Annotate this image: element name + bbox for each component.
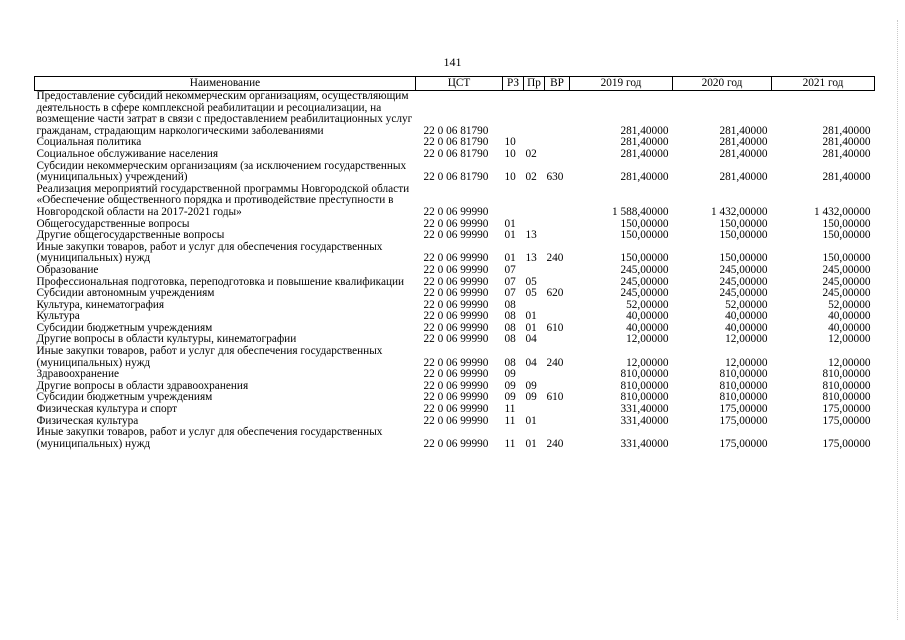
cell-vr — [545, 334, 570, 346]
cell-cst: 22 0 06 99990 — [423, 391, 489, 404]
cell-name: Субсидии некоммерческим организациям (за исключением государственных (муниципальных) учреждений) — [36, 159, 407, 184]
cell-rz: 10 — [504, 171, 516, 184]
cell-cst: 22 0 06 99990 — [423, 217, 489, 230]
table-row — [35, 404, 875, 416]
cell-pr: 05 — [525, 275, 537, 288]
cell-name: Профессиональная подготовка, переподготовка и повышение квалификации — [36, 275, 405, 288]
cell-vr: 240 — [546, 252, 564, 265]
cell-pr: 01 — [525, 414, 537, 427]
cell-name: Другие вопросы в области культуры, кинематографии — [36, 333, 297, 346]
cell-name: Иные закупки товаров, работ и услуг для обеспечения государственных (муниципальных) нужд — [36, 426, 383, 450]
cell-rz: 10 — [504, 136, 516, 149]
cell-rz: 08 — [504, 310, 516, 323]
cell-rz: 09 — [504, 368, 516, 381]
cell-cst: 22 0 06 99990 — [423, 205, 489, 218]
cell-pr: 01 — [525, 321, 537, 334]
cell-2020: 12,00000 — [725, 333, 768, 346]
cell-name: Социальная политика — [36, 136, 142, 149]
cell-cst: 22 0 06 99990 — [423, 321, 489, 334]
cell-2020: 810,00000 — [719, 391, 768, 404]
cell-vr: 240 — [546, 437, 564, 450]
table-row — [35, 149, 875, 161]
cell-2019: 810,00000 — [620, 379, 669, 392]
cell-2021: 281,40000 — [822, 124, 871, 137]
cell-cst: 22 0 06 99990 — [423, 275, 489, 288]
cell-rz — [503, 184, 524, 219]
cell-pr: 04 — [525, 356, 537, 369]
cell-vr — [545, 137, 570, 149]
cell-2020: 810,00000 — [719, 379, 768, 392]
cell-name: Реализация мероприятий государственной программы Новгородской области «Обеспечение общественного порядка и противодействие преступности в Новгородской области на 2017-2021 годы» — [36, 182, 410, 218]
cell-2019: 150,00000 — [620, 252, 669, 265]
cell-2020: 175,00000 — [719, 414, 768, 427]
cell-name: Здравоохранение — [36, 368, 120, 381]
budget-table — [34, 76, 875, 450]
cell-pr — [524, 404, 545, 416]
cell-vr — [545, 149, 570, 161]
cell-rz: 07 — [504, 287, 516, 300]
cell-cst: 22 0 06 99990 — [423, 287, 489, 300]
cell-2019: 281,40000 — [620, 124, 669, 137]
cell-rz: 11 — [504, 414, 516, 427]
cell-name: Культура — [36, 310, 80, 323]
cell-pr: 02 — [525, 171, 537, 184]
cell-rz: 01 — [504, 252, 516, 265]
cell-cst: 22 0 06 99990 — [423, 310, 489, 323]
header-vr: ВР — [545, 77, 570, 91]
cell-2020: 175,00000 — [719, 437, 768, 450]
cell-2019: 245,00000 — [620, 275, 669, 288]
cell-vr: 630 — [546, 171, 564, 184]
cell-name: Предоставление субсидий некоммерческим организациям, осуществляющим деятельность в сфере комплексной реабилитации и ресоциализации, на возмещение части затрат в связи с предоставлением реабилитационных услуг гражданам, страдающим наркологическими заболеваниями — [36, 90, 413, 137]
cell-name: Общегосударственные вопросы — [36, 217, 190, 230]
cell-2020: 281,40000 — [719, 147, 768, 160]
cell-2021: 175,00000 — [822, 403, 871, 416]
cell-2019: 150,00000 — [620, 229, 669, 242]
cell-rz: 08 — [504, 321, 516, 334]
cell-2021: 12,00000 — [828, 356, 871, 369]
cell-rz: 08 — [504, 298, 516, 311]
table-row — [35, 288, 875, 300]
cell-pr: 13 — [525, 229, 537, 242]
cell-cst: 22 0 06 99990 — [423, 252, 489, 265]
cell-cst: 22 0 06 99990 — [423, 414, 489, 427]
cell-rz: 07 — [504, 275, 516, 288]
cell-vr: 240 — [546, 356, 564, 369]
table-row — [35, 91, 875, 138]
cell-pr — [524, 184, 545, 219]
cell-2021: 281,40000 — [822, 147, 871, 160]
cell-2019: 40,00000 — [626, 321, 669, 334]
cell-name: Иные закупки товаров, работ и услуг для обеспечения государственных (муниципальных) нужд — [36, 345, 383, 369]
cell-2021: 810,00000 — [822, 368, 871, 381]
cell-vr — [545, 230, 570, 242]
cell-2021: 175,00000 — [822, 437, 871, 450]
table-body — [35, 91, 875, 451]
cell-rz: 11 — [504, 403, 516, 416]
cell-2019: 281,40000 — [620, 147, 669, 160]
cell-2019: 12,00000 — [626, 333, 669, 346]
cell-2021: 175,00000 — [822, 414, 871, 427]
cell-2019: 245,00000 — [620, 263, 669, 276]
cell-pr: 02 — [525, 147, 537, 160]
cell-pr: 13 — [525, 252, 537, 265]
cell-2019: 150,00000 — [620, 217, 669, 230]
header-cst: ЦСТ — [416, 77, 503, 91]
cell-rz: 09 — [504, 391, 516, 404]
cell-cst: 22 0 06 99990 — [423, 368, 489, 381]
cell-2021: 810,00000 — [822, 379, 871, 392]
cell-2020: 245,00000 — [719, 275, 768, 288]
cell-2020: 12,00000 — [725, 356, 768, 369]
cell-pr: 01 — [525, 437, 537, 450]
table-row — [35, 265, 875, 277]
cell-vr: 610 — [546, 391, 564, 404]
cell-2021: 150,00000 — [822, 217, 871, 230]
cell-name: Социальное обслуживание населения — [36, 147, 219, 160]
cell-cst: 22 0 06 81790 — [423, 124, 489, 137]
table-row — [35, 427, 875, 450]
cell-cst: 22 0 06 99990 — [423, 403, 489, 416]
cell-2020: 245,00000 — [719, 263, 768, 276]
cell-2021: 52,00000 — [828, 298, 871, 311]
cell-vr — [545, 404, 570, 416]
header-year-2020: 2020 год — [673, 77, 772, 91]
page-number: 141 — [443, 55, 462, 69]
cell-vr — [545, 184, 570, 219]
cell-2020: 150,00000 — [719, 217, 768, 230]
cell-2019: 281,40000 — [620, 136, 669, 149]
cell-name: Другие общегосударственные вопросы — [36, 229, 225, 242]
cell-2020: 40,00000 — [725, 321, 768, 334]
cell-pr: 09 — [525, 391, 537, 404]
cell-2020: 810,00000 — [719, 368, 768, 381]
cell-2021: 12,00000 — [828, 333, 871, 346]
header-name: Наименование — [35, 77, 416, 91]
cell-2020: 281,40000 — [719, 171, 768, 184]
cell-cst: 22 0 06 99990 — [423, 333, 489, 346]
cell-2021: 1 432,00000 — [814, 205, 871, 218]
cell-pr — [524, 91, 545, 138]
cell-2020: 150,00000 — [719, 252, 768, 265]
table-row — [35, 184, 875, 219]
cell-name: Субсидии бюджетным учреждениям — [36, 391, 213, 404]
cell-name: Субсидии автономным учреждениям — [36, 287, 215, 300]
cell-vr — [545, 91, 570, 138]
cell-2021: 245,00000 — [822, 275, 871, 288]
cell-cst: 22 0 06 81790 — [423, 147, 489, 160]
cell-cst: 22 0 06 99990 — [423, 356, 489, 369]
cell-2020: 281,40000 — [719, 124, 768, 137]
cell-cst: 22 0 06 99990 — [423, 298, 489, 311]
cell-name: Культура, кинематография — [36, 298, 165, 311]
cell-2021: 281,40000 — [822, 136, 871, 149]
cell-2021: 810,00000 — [822, 391, 871, 404]
header-rz: РЗ — [503, 77, 524, 91]
table-row — [35, 242, 875, 265]
cell-2019: 245,00000 — [620, 287, 669, 300]
cell-pr: 04 — [525, 333, 537, 346]
cell-2020: 52,00000 — [725, 298, 768, 311]
cell-rz: 11 — [504, 437, 516, 450]
cell-pr — [524, 265, 545, 277]
cell-2019: 810,00000 — [620, 368, 669, 381]
cell-2019: 331,40000 — [620, 437, 669, 450]
cell-name: Другие вопросы в области здравоохранения — [36, 379, 249, 392]
cell-cst: 22 0 06 99990 — [423, 437, 489, 450]
cell-name: Физическая культура — [36, 414, 139, 427]
table-row — [35, 161, 875, 184]
cell-name: Иные закупки товаров, работ и услуг для обеспечения государственных (муниципальных) нужд — [36, 240, 383, 265]
cell-rz: 01 — [504, 217, 516, 230]
cell-2020: 245,00000 — [719, 287, 768, 300]
cell-pr: 09 — [525, 379, 537, 392]
cell-2021: 40,00000 — [828, 310, 871, 323]
cell-rz — [503, 91, 524, 138]
cell-2019: 331,40000 — [620, 403, 669, 416]
cell-2021: 245,00000 — [822, 263, 871, 276]
cell-2020: 150,00000 — [719, 229, 768, 242]
cell-cst: 22 0 06 99990 — [423, 229, 489, 242]
cell-2021: 150,00000 — [822, 229, 871, 242]
cell-2020: 281,40000 — [719, 136, 768, 149]
cell-2019: 40,00000 — [626, 310, 669, 323]
cell-2020: 40,00000 — [725, 310, 768, 323]
cell-rz: 01 — [504, 229, 516, 242]
cell-cst: 22 0 06 99990 — [423, 263, 489, 276]
cell-2019: 12,00000 — [626, 356, 669, 369]
cell-2021: 40,00000 — [828, 321, 871, 334]
cell-2020: 1 432,00000 — [711, 205, 768, 218]
cell-cst: 22 0 06 99990 — [423, 379, 489, 392]
scan-edge-artifact — [897, 20, 901, 620]
cell-2019: 281,40000 — [620, 171, 669, 184]
header-year-2019: 2019 год — [570, 77, 673, 91]
header-pr: Пр — [524, 77, 545, 91]
cell-2019: 52,00000 — [626, 298, 669, 311]
cell-rz: 09 — [504, 379, 516, 392]
cell-2021: 150,00000 — [822, 252, 871, 265]
cell-vr — [545, 219, 570, 231]
table-row — [35, 230, 875, 242]
cell-2021: 281,40000 — [822, 171, 871, 184]
cell-2019: 810,00000 — [620, 391, 669, 404]
cell-vr — [545, 416, 570, 428]
cell-name: Образование — [36, 263, 99, 276]
cell-vr: 610 — [546, 321, 564, 334]
cell-cst: 22 0 06 81790 — [423, 136, 489, 149]
cell-vr: 620 — [546, 287, 564, 300]
cell-name: Субсидии бюджетным учреждениям — [36, 321, 213, 334]
cell-2021: 245,00000 — [822, 287, 871, 300]
table-header-row — [35, 77, 875, 91]
cell-vr — [545, 300, 570, 312]
table-row — [35, 346, 875, 369]
cell-pr: 05 — [525, 287, 537, 300]
cell-pr: 01 — [525, 310, 537, 323]
cell-2020: 175,00000 — [719, 403, 768, 416]
cell-rz: 07 — [504, 263, 516, 276]
cell-2019: 331,40000 — [620, 414, 669, 427]
cell-rz: 10 — [504, 147, 516, 160]
cell-cst: 22 0 06 81790 — [423, 171, 489, 184]
cell-vr — [545, 369, 570, 381]
cell-vr — [545, 265, 570, 277]
cell-name: Физическая культура и спорт — [36, 403, 178, 416]
cell-2019: 1 588,40000 — [612, 205, 669, 218]
cell-rz: 08 — [504, 333, 516, 346]
header-year-2021: 2021 год — [772, 77, 875, 91]
cell-rz: 08 — [504, 356, 516, 369]
